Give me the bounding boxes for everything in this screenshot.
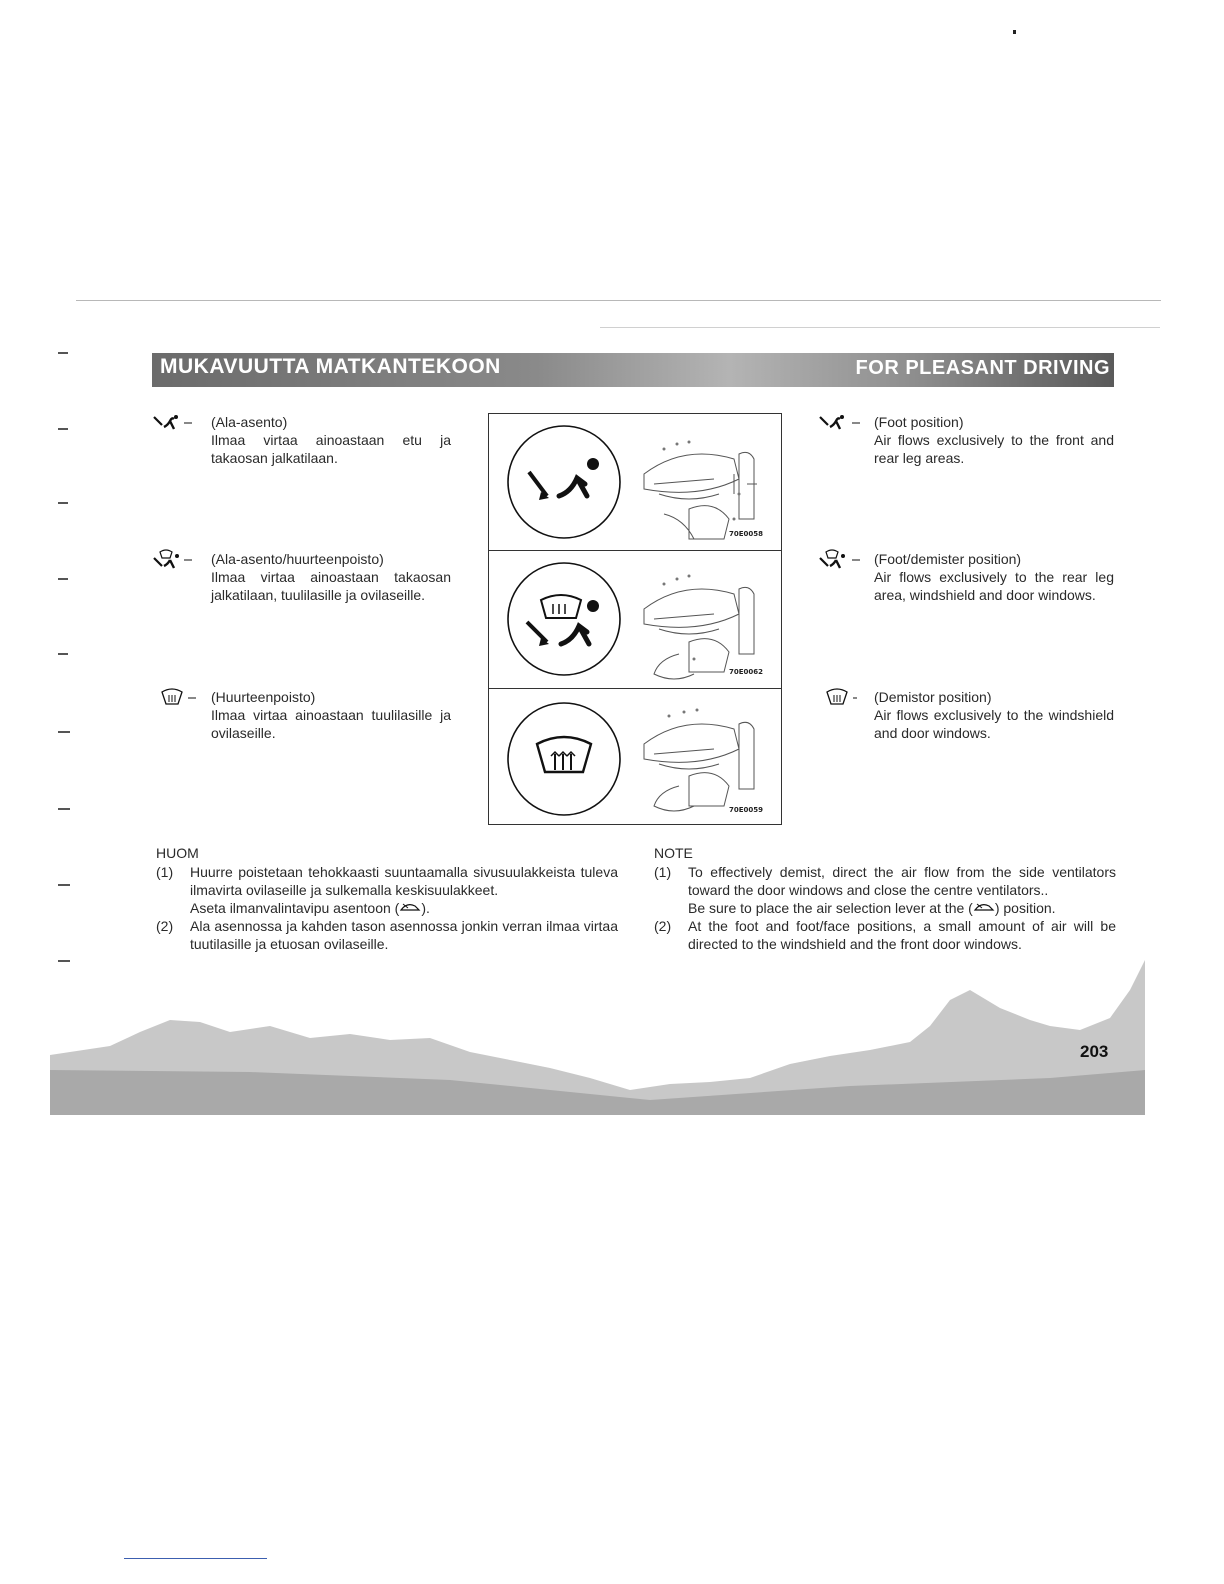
- figure-illustrations: [489, 414, 781, 824]
- figure-foot-demister-position: [508, 563, 754, 679]
- en-entry-text: Air flows exclusively to the rear leg area, windshield and door windows.: [874, 569, 1114, 603]
- en-entry-demister: [874, 688, 1114, 742]
- fi-note-text: Huurre poistetaan tehokkaasti suuntaamalla sivusuulakkeista tuleva ilmavirta ovilaseille ja sulkemalla keskisuulakkeet.: [190, 864, 618, 898]
- en-note-item: [654, 917, 1116, 953]
- en-entry-text: Air flows exclusively to the windshield and door windows.: [874, 707, 1114, 741]
- en-entry-foot-demister: [874, 550, 1114, 604]
- en-entry-title: (Demistor position): [874, 689, 992, 705]
- figure-divider: [489, 550, 781, 551]
- figure-code: 70E0059: [729, 806, 764, 814]
- fi-note-text: Ala asennossa ja kahden tason asennossa jonkin verran ilmaa virtaa tuutilasille ja etuosan ovilaseille.: [190, 918, 618, 952]
- figure-code: 70E0062: [729, 668, 764, 676]
- bottom-rule: [124, 1558, 267, 1559]
- en-entry-title: (Foot/demister position): [874, 551, 1022, 567]
- fi-note-num: (1): [156, 864, 174, 880]
- page-number: 203: [1080, 1042, 1109, 1061]
- en-note-extra-before: Be sure to place the air selection lever at the (: [688, 900, 973, 916]
- top-rule: [76, 300, 1161, 301]
- en-entry-title: (Foot position): [874, 414, 964, 430]
- fi-entry-text: Ilmaa virtaa ainoastaan takaosan jalkatilaan, tuulilasille ja ovilaseille.: [211, 569, 451, 603]
- figure-demister-position: [508, 703, 754, 815]
- fi-entry-foot: [211, 413, 451, 467]
- fi-note-item: [156, 863, 618, 917]
- en-note-num: (2): [654, 918, 672, 934]
- en-foot-icon: [818, 413, 868, 438]
- en-entry-text: Air flows exclusively to the front and rear leg areas.: [874, 432, 1114, 466]
- en-note-text: To effectively demist, direct the air flow from the side ventilators toward the door windows and close the centre ventilators..: [688, 864, 1116, 898]
- section-title-finnish: MUKAVUUTTA MATKANTEKOON: [160, 355, 501, 378]
- en-note-text: At the foot and foot/face positions, a small amount of air will be directed to the windshield and the front door windows.: [688, 918, 1116, 952]
- fi-note-title: HUOM: [156, 845, 199, 861]
- fi-entry-foot-demister: [211, 550, 451, 604]
- en-demister-icon: [825, 688, 865, 713]
- top-rule-secondary: [600, 327, 1160, 328]
- fi-entry-text: Ilmaa virtaa ainoastaan etu ja takaosan jalkatilaan.: [211, 432, 451, 466]
- fi-entry-title: (Ala-asento/huurteenpoisto): [211, 551, 384, 567]
- en-entry-foot: [874, 413, 1114, 467]
- en-note-title: NOTE: [654, 845, 693, 861]
- fi-note-num: (2): [156, 918, 174, 934]
- fi-note-item: [156, 917, 618, 953]
- en-notes: [654, 863, 1116, 953]
- section-title-english: FOR PLEASANT DRIVING: [855, 357, 1110, 379]
- fi-entry-text: Ilmaa virtaa ainoastaan tuulilasille ja ovilaseille.: [211, 707, 451, 741]
- fi-note-extra-before: Aseta ilmanvalintavipu asentoon (: [190, 900, 400, 916]
- figure-foot-position: [508, 426, 757, 539]
- fi-entry-title: (Ala-asento): [211, 414, 288, 430]
- en-note-extra-after: ) position.: [994, 900, 1056, 916]
- lever-icon: [973, 900, 995, 916]
- fi-notes: [156, 863, 618, 953]
- fi-entry-demister: [211, 688, 451, 742]
- figure-panel: [488, 413, 782, 825]
- fi-demister-icon: [160, 688, 200, 713]
- fi-foot-demister-icon: [152, 548, 196, 577]
- fi-note-extra-after: ).: [421, 900, 430, 916]
- en-note-num: (1): [654, 864, 672, 880]
- speck-mark: [1013, 30, 1016, 34]
- torn-page-edge: [50, 960, 1150, 1120]
- lever-icon: [399, 900, 421, 916]
- en-note-item: [654, 863, 1116, 917]
- figure-divider: [489, 688, 781, 689]
- en-foot-demister-icon: [818, 548, 868, 577]
- fi-foot-icon: [152, 413, 196, 438]
- fi-entry-title: (Huurteenpoisto): [211, 689, 316, 705]
- figure-code: 70E0058: [729, 530, 764, 538]
